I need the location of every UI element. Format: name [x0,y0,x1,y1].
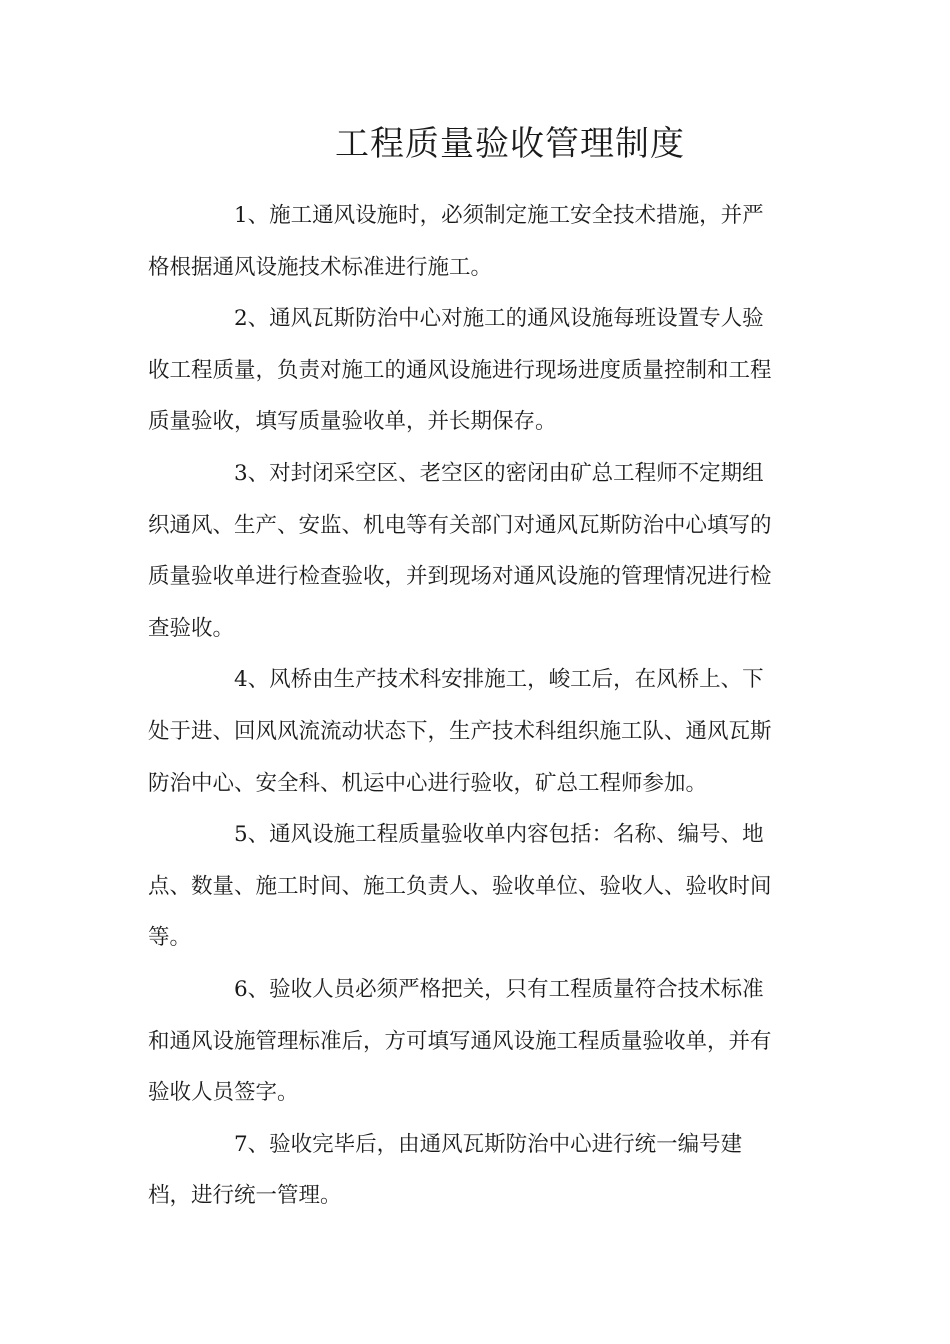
paragraph-line: 质量验收单进行检查验收，并到现场对通风设施的管理情况进行检 [148,564,772,590]
paragraph-3 [148,448,808,654]
paragraph-line: 处于进、回风风流流动状态下，生产技术科组织施工队、通风瓦斯 [148,718,772,744]
paragraph-line: 5、通风设施工程质量验收单内容包括：名称、编号、地 [234,822,764,848]
paragraph-line: 和通风设施管理标准后，方可填写通风设施工程质量验收单，并有 [148,1028,772,1054]
paragraph-5 [148,809,808,964]
paragraph-line: 6、验收人员必须严格把关，只有工程质量符合技术标准 [234,976,764,1002]
paragraph-6 [148,964,808,1119]
paragraph-7 [148,1119,808,1222]
paragraph-line: 3、对封闭采空区、老空区的密闭由矿总工程师不定期组 [234,460,764,486]
paragraph-line: 7、验收完毕后，由通风瓦斯防治中心进行统一编号建 [234,1131,743,1157]
paragraph-1 [148,190,808,293]
paragraph-line: 1、施工通风设施时，必须制定施工安全技术措施，并严 [234,203,764,228]
paragraph-line: 织通风、生产、安监、机电等有关部门对通风瓦斯防治中心填写的 [148,512,772,538]
document-body [148,190,808,1222]
paragraph-2 [148,293,808,448]
paragraph-line: 质量验收，填写质量验收单，并长期保存。 [148,409,557,435]
paragraph-line: 查验收。 [148,615,235,641]
paragraph-line: 收工程质量，负责对施工的通风设施进行现场进度质量控制和工程 [148,357,772,383]
paragraph-line: 防治中心、安全科、机运中心进行验收，矿总工程师参加。 [148,770,708,796]
paragraph-line: 验收人员签字。 [148,1080,299,1106]
paragraph-line: 点、数量、施工时间、施工负责人、验收单位、验收人、验收时间 [148,873,772,899]
paragraph-line: 格根据通风设施技术标准进行施工。 [148,254,493,280]
paragraph-line: 2、通风瓦斯防治中心对施工的通风设施每班设置专人验 [234,306,764,332]
paragraph-line: 档，进行统一管理。 [148,1183,342,1209]
paragraph-4 [148,654,808,809]
paragraph-line: 等。 [148,925,192,951]
paragraph-line: 4、风桥由生产技术科安排施工，峻工后，在风桥上、下 [234,667,764,693]
document-title: 工程质量验收管理制度 [335,124,685,164]
